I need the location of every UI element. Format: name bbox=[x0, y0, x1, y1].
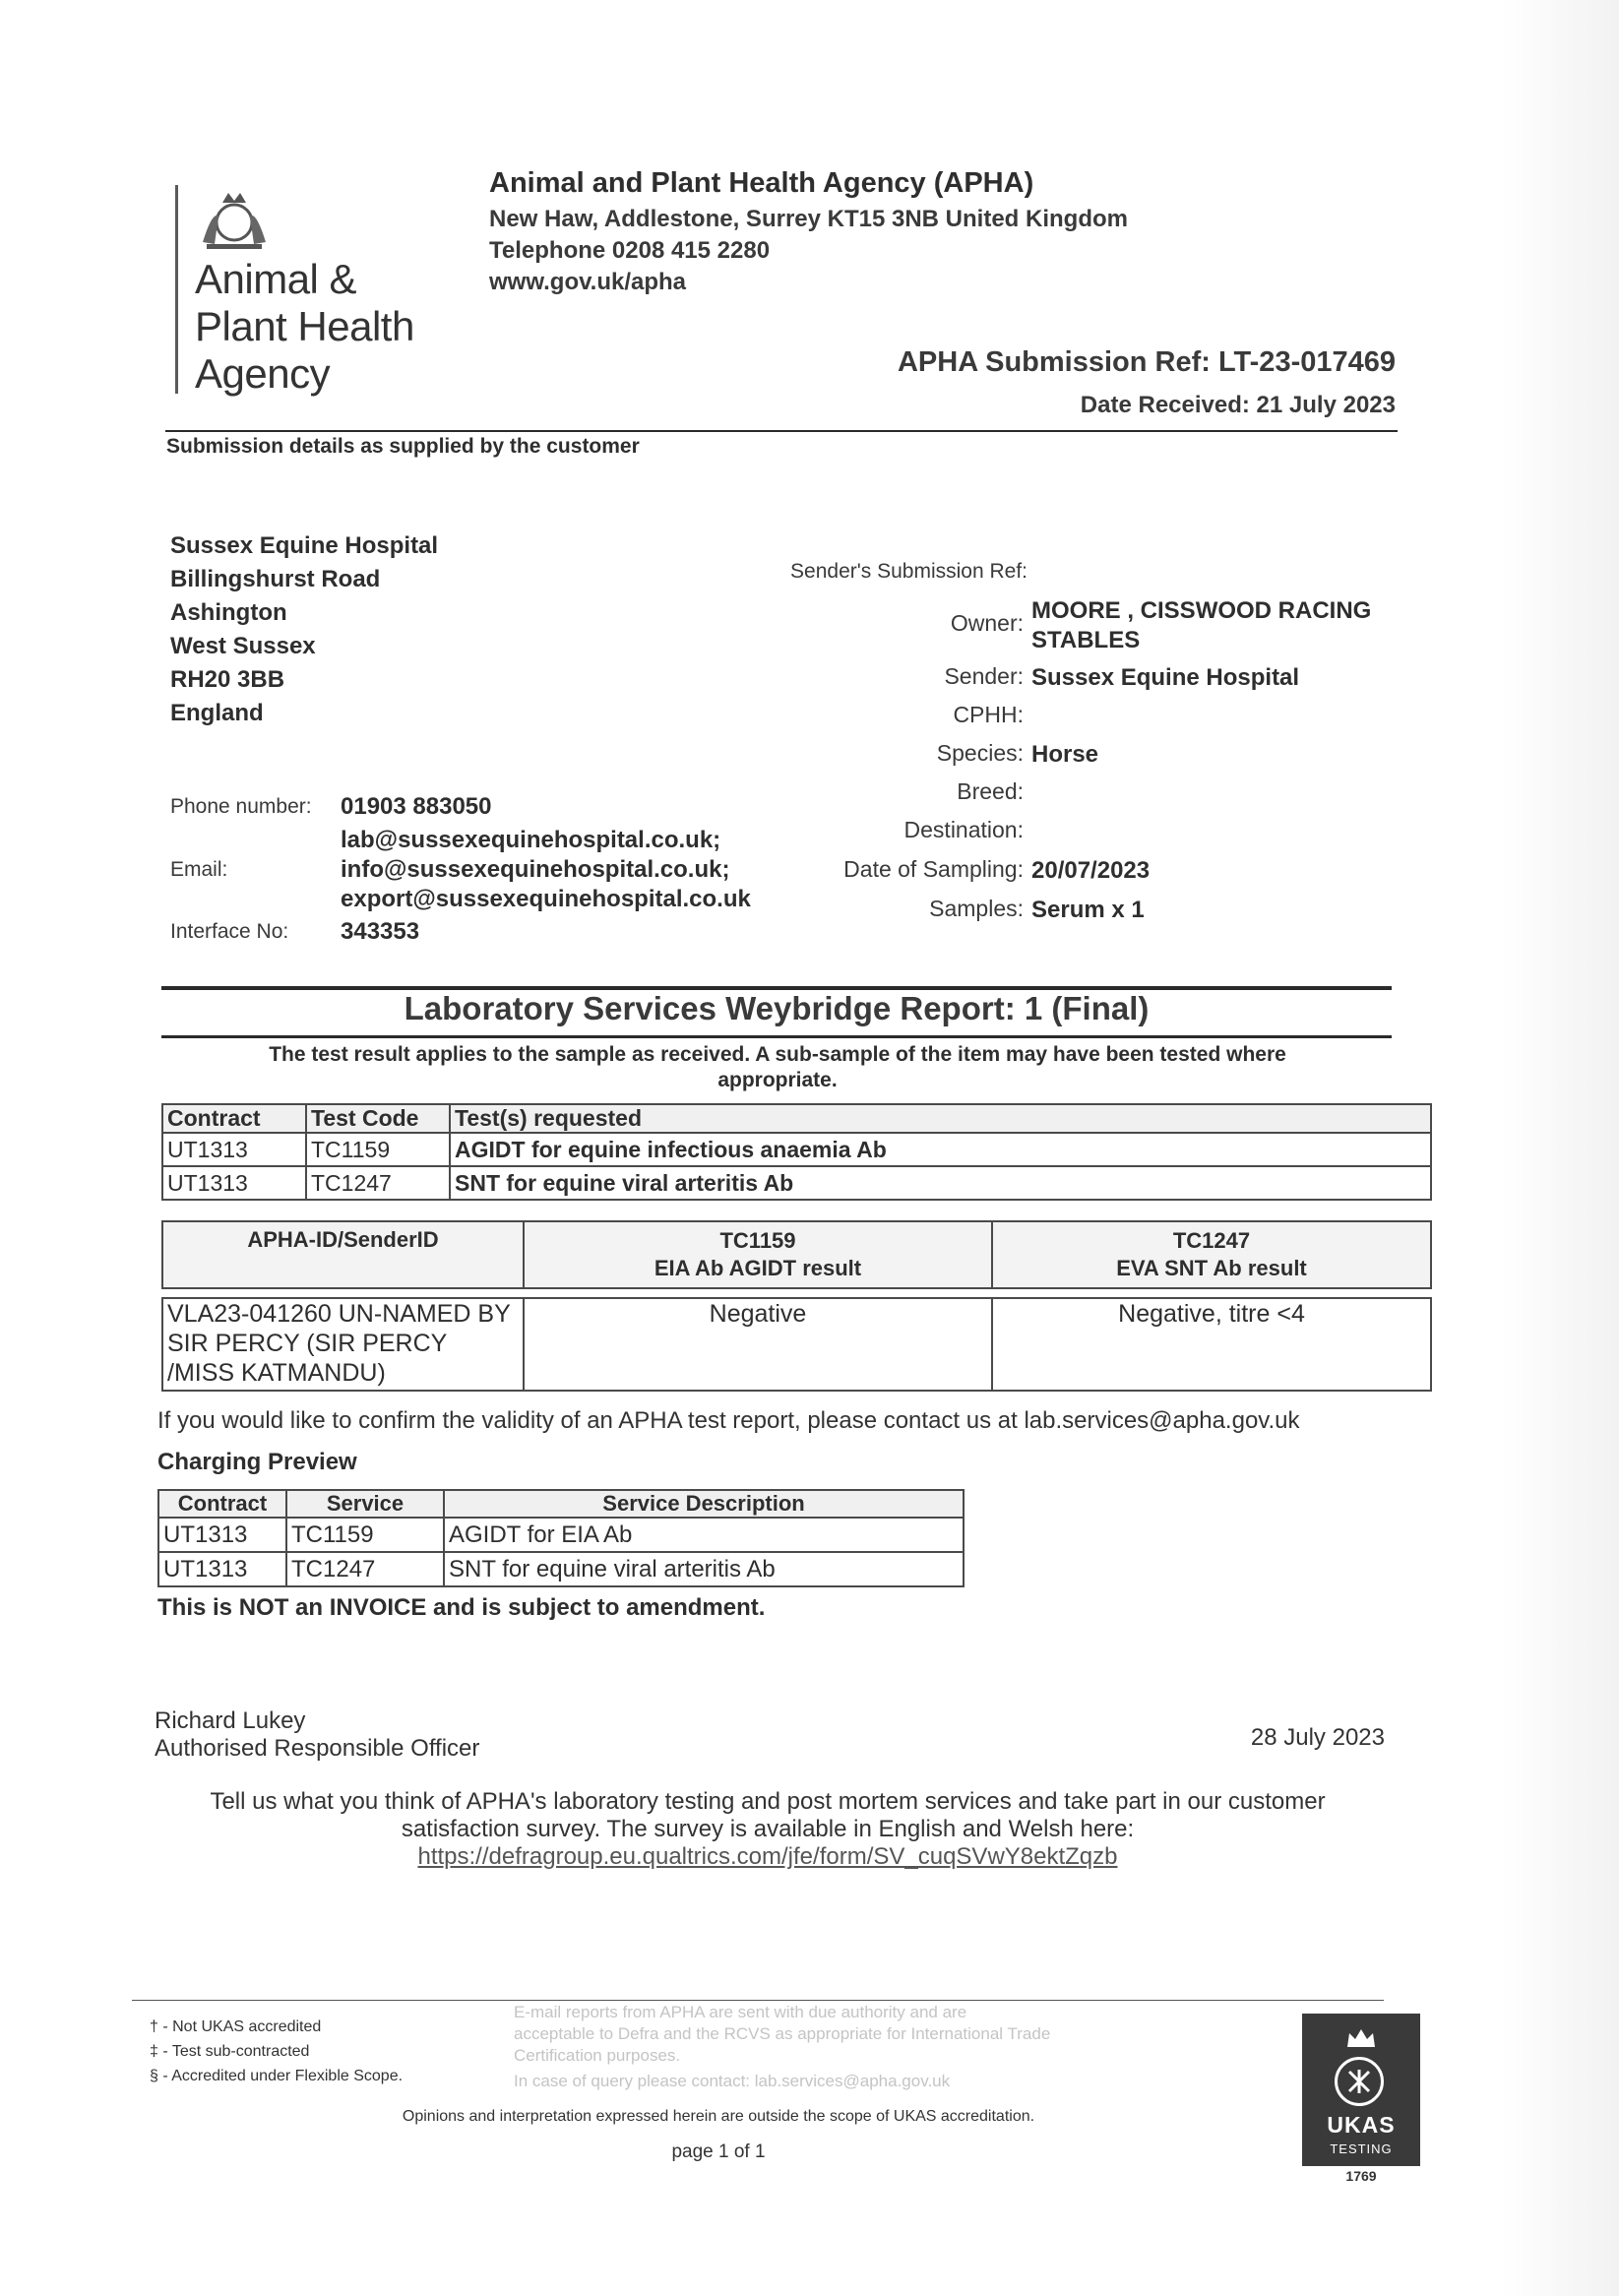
id-line: /MISS KATMANDU) bbox=[167, 1359, 386, 1387]
ukas-logo bbox=[1302, 2014, 1420, 2166]
breed-row bbox=[748, 778, 1437, 805]
table-row bbox=[162, 1133, 1431, 1166]
submission-details-label: Submission details as supplied by the customer bbox=[166, 435, 640, 458]
eva-result: Negative, titre <4 bbox=[992, 1298, 1431, 1391]
logo-line: Agency bbox=[195, 350, 331, 397]
charging-table bbox=[157, 1489, 965, 1587]
signatory-name: Richard Lukey bbox=[155, 1707, 306, 1734]
tests-header-cell: Test Code bbox=[306, 1104, 450, 1133]
tests-header-cell: Test(s) requested bbox=[450, 1104, 1431, 1133]
logo-line: Plant Health bbox=[195, 303, 414, 349]
address-line: Ashington bbox=[170, 599, 287, 626]
destination-row bbox=[748, 817, 1437, 843]
phone-label: Phone number: bbox=[170, 795, 312, 818]
ukas-emblem-icon bbox=[1338, 2060, 1381, 2103]
tests-cell: TC1247 bbox=[306, 1166, 450, 1200]
email-line[interactable]: info@sussexequinehospital.co.uk; bbox=[341, 856, 730, 883]
charging-cell: SNT for equine viral arteritis Ab bbox=[444, 1552, 964, 1586]
report-title: Laboratory Services Weybridge Report: 1 (Final) bbox=[404, 990, 1150, 1026]
header-line: TC1247 bbox=[1172, 1228, 1251, 1253]
samples-value: Serum x 1 bbox=[1031, 897, 1145, 923]
tests-cell: UT1313 bbox=[162, 1166, 306, 1200]
legend-item: † - Not UKAS accredited bbox=[150, 2018, 322, 2035]
charging-header-cell: Service bbox=[286, 1490, 444, 1518]
survey-invitation bbox=[157, 1788, 1378, 1871]
report-rule-bottom bbox=[161, 1035, 1392, 1038]
legend-item: § - Accredited under Flexible Scope. bbox=[150, 2068, 404, 2084]
cphh-row bbox=[748, 702, 1437, 728]
footer-rule bbox=[132, 2000, 1384, 2001]
results-id-header: APHA-ID/SenderID bbox=[162, 1221, 524, 1288]
report-note-line: The test result applies to the sample as received. A sub-sample of the item may have been tested where bbox=[269, 1043, 1286, 1066]
notice-line: E-mail reports from APHA are sent with due authority and are bbox=[514, 2003, 967, 2021]
crown-icon bbox=[1345, 2025, 1377, 2049]
page-edge-shade bbox=[1501, 0, 1619, 2296]
email-label: Email: bbox=[170, 858, 228, 881]
id-line: SIR PERCY (SIR PERCY bbox=[167, 1330, 448, 1357]
header-rule bbox=[165, 430, 1398, 432]
table-row bbox=[162, 1166, 1431, 1200]
ukas-ring-icon bbox=[1335, 2057, 1384, 2106]
agency-telephone: Telephone 0208 415 2280 bbox=[489, 237, 771, 264]
breed-label: Breed: bbox=[957, 778, 1024, 804]
page-number: page 1 of 1 bbox=[671, 2141, 766, 2162]
tests-table bbox=[161, 1103, 1432, 1201]
id-line: VLA23-041260 UN-NAMED BY bbox=[167, 1300, 511, 1328]
tests-cell: AGIDT for equine infectious anaemia Ab bbox=[450, 1133, 1431, 1166]
charging-cell: UT1313 bbox=[158, 1552, 286, 1586]
logo-line: Animal & bbox=[195, 256, 357, 302]
submission-ref: APHA Submission Ref: LT-23-017469 bbox=[897, 346, 1396, 378]
results-id-cell bbox=[162, 1298, 524, 1391]
address-line: Billingshurst Road bbox=[170, 566, 381, 592]
signatory-role: Authorised Responsible Officer bbox=[155, 1735, 480, 1762]
owner-line: MOORE , CISSWOOD RACING bbox=[1031, 597, 1372, 624]
cphh-label: CPHH: bbox=[953, 702, 1024, 727]
charging-header-row bbox=[158, 1490, 964, 1518]
survey-link[interactable]: https://defragroup.eu.qualtrics.com/jfe/form/SV_cuqSVwY8ektZqzb bbox=[417, 1843, 1118, 1870]
tests-header-cell: Contract bbox=[162, 1104, 306, 1133]
legend-item: ‡ - Test sub-contracted bbox=[150, 2043, 310, 2060]
header-line: EIA Ab AGIDT result bbox=[654, 1256, 862, 1280]
sender-label: Sender: bbox=[944, 663, 1024, 689]
royal-crest-icon bbox=[193, 183, 276, 254]
header-line: EVA SNT Ab result bbox=[1116, 1256, 1307, 1280]
charging-cell: AGIDT for EIA Ab bbox=[444, 1518, 964, 1552]
survey-line: satisfaction survey. The survey is available in English and Welsh here: bbox=[401, 1816, 1135, 1842]
charging-cell: TC1159 bbox=[286, 1518, 444, 1552]
charging-cell: TC1247 bbox=[286, 1552, 444, 1586]
results-eva-header bbox=[992, 1221, 1431, 1288]
survey-line: Tell us what you think of APHA's laboratory testing and post mortem services and take part in our customer bbox=[210, 1788, 1326, 1815]
results-table bbox=[161, 1297, 1432, 1392]
species-label: Species: bbox=[936, 740, 1024, 766]
email-reports-notice bbox=[514, 2002, 1183, 2092]
sender-row bbox=[748, 663, 1437, 693]
samples-label: Samples: bbox=[929, 896, 1024, 921]
report-note-line: appropriate. bbox=[717, 1069, 838, 1091]
sampling-label: Date of Sampling: bbox=[843, 856, 1024, 882]
species-value: Horse bbox=[1031, 741, 1099, 768]
table-row bbox=[158, 1552, 964, 1586]
tests-header-row bbox=[162, 1104, 1431, 1133]
agency-contact-block bbox=[489, 167, 1128, 296]
agency-name: Animal and Plant Health Agency (APHA) bbox=[489, 167, 1034, 199]
notice-line: Certification purposes. bbox=[514, 2046, 681, 2065]
owner-line: STABLES bbox=[1031, 627, 1141, 653]
agency-address: New Haw, Addlestone, Surrey KT15 3NB United Kingdom bbox=[489, 206, 1128, 232]
signatory bbox=[155, 1707, 479, 1763]
interface-label: Interface No: bbox=[170, 920, 289, 943]
address-line: England bbox=[170, 700, 264, 726]
logo-divider bbox=[175, 185, 178, 394]
charging-preview-title: Charging Preview bbox=[157, 1449, 357, 1475]
email-line[interactable]: lab@sussexequinehospital.co.uk; bbox=[341, 827, 721, 853]
date-received: Date Received: 21 July 2023 bbox=[1080, 392, 1396, 418]
owner-label: Owner: bbox=[950, 610, 1024, 636]
report-note bbox=[197, 1042, 1358, 1093]
sampling-date: 20/07/2023 bbox=[1031, 857, 1151, 884]
notice-line: acceptable to Defra and the RCVS as appropriate for International Trade bbox=[514, 2024, 1051, 2043]
address-line: RH20 3BB bbox=[170, 666, 285, 693]
charging-cell: UT1313 bbox=[158, 1518, 286, 1552]
sender-ref-label: Sender's Submission Ref: bbox=[790, 560, 1027, 583]
opinions-disclaimer: Opinions and interpretation expressed herein are outside the scope of UKAS accreditation. bbox=[402, 2108, 1035, 2125]
ukas-accreditation-number: 1769 bbox=[1345, 2168, 1377, 2184]
not-invoice-notice: This is NOT an INVOICE and is subject to amendment. bbox=[157, 1594, 766, 1621]
accreditation-legend bbox=[150, 2015, 403, 2088]
owner-row bbox=[748, 596, 1437, 655]
results-header-row bbox=[162, 1221, 1431, 1288]
charging-header-cell: Contract bbox=[158, 1490, 286, 1518]
sender-ref-row bbox=[748, 560, 1437, 584]
results-header-table bbox=[161, 1220, 1432, 1289]
agency-website[interactable]: www.gov.uk/apha bbox=[489, 269, 687, 295]
charging-header-cell: Service Description bbox=[444, 1490, 964, 1518]
email-values bbox=[341, 826, 751, 914]
sampling-row bbox=[748, 856, 1437, 886]
tests-cell: UT1313 bbox=[162, 1133, 306, 1166]
signature-date: 28 July 2023 bbox=[1250, 1724, 1385, 1751]
table-row bbox=[158, 1518, 964, 1552]
results-eia-header bbox=[524, 1221, 992, 1288]
email-line[interactable]: export@sussexequinehospital.co.uk bbox=[341, 886, 751, 912]
notice-line: In case of query please contact: lab.services@apha.gov.uk bbox=[514, 2072, 951, 2090]
address-line: West Sussex bbox=[170, 633, 316, 659]
tests-cell: SNT for equine viral arteritis Ab bbox=[450, 1166, 1431, 1200]
address-line: Sussex Equine Hospital bbox=[170, 532, 439, 559]
samples-row bbox=[748, 896, 1437, 925]
eia-result: Negative bbox=[524, 1298, 992, 1391]
customer-address bbox=[170, 529, 438, 730]
destination-label: Destination: bbox=[903, 817, 1024, 842]
agency-logo-text bbox=[195, 256, 414, 398]
interface-value: 343353 bbox=[341, 918, 420, 945]
header-line: TC1159 bbox=[719, 1228, 796, 1253]
sender-value: Sussex Equine Hospital bbox=[1031, 664, 1300, 691]
species-row bbox=[748, 740, 1437, 770]
phone-value: 01903 883050 bbox=[341, 793, 492, 820]
ukas-testing-label: TESTING bbox=[1330, 2141, 1393, 2156]
tests-cell: TC1159 bbox=[306, 1133, 450, 1166]
table-row bbox=[162, 1298, 1431, 1391]
ukas-wordmark: UKAS bbox=[1327, 2112, 1396, 2138]
owner-value bbox=[1031, 596, 1405, 655]
confirm-validity-text: If you would like to confirm the validity of an APHA test report, please contact us at lab.services@apha.gov.uk bbox=[157, 1407, 1300, 1434]
